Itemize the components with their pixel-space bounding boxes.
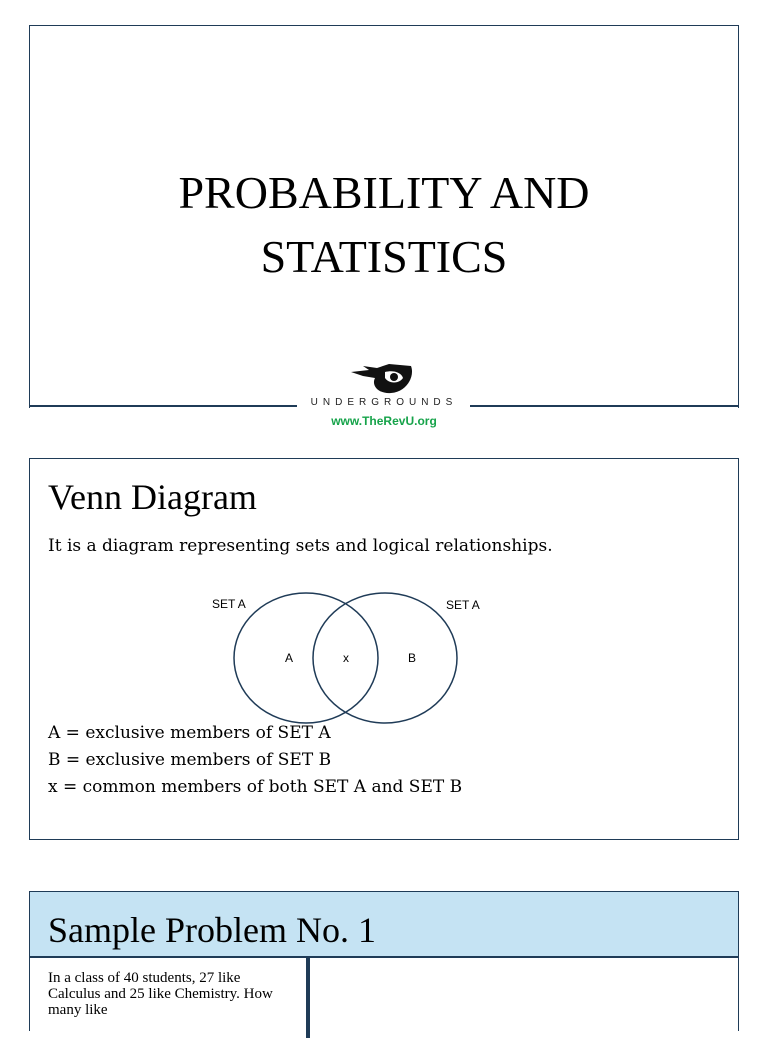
venn-legend (48, 720, 462, 801)
title-line-2: STATISTICS (260, 231, 508, 282)
legend-symbol: B (48, 750, 61, 770)
right-set-circle (313, 593, 457, 723)
sample-problem-slide (29, 891, 739, 1031)
legend-text: = exclusive members of SET A (60, 723, 331, 743)
right-set-label: SET A (446, 598, 480, 612)
slide-heading: Venn Diagram (48, 477, 257, 517)
legend-row-a (48, 720, 462, 747)
legend-symbol: x (48, 777, 58, 797)
title-slide (29, 25, 739, 408)
legend-row-x (48, 774, 462, 801)
legend-symbol: A (48, 723, 61, 743)
legend-row-b (48, 747, 462, 774)
underground-logo-icon (349, 362, 415, 396)
left-set-label: SET A (212, 597, 246, 611)
region-b-label: B (408, 651, 417, 665)
title-line-1: PROBABILITY AND (178, 167, 590, 218)
region-a-label: A (285, 651, 294, 665)
venn-diagram-slide (29, 458, 739, 840)
problem-text: In a class of 40 students, 27 like Calculus and 25 like Chemistry. How many like (48, 970, 273, 1018)
legend-text: = exclusive members of SET B (60, 750, 332, 770)
slide-heading: Sample Problem No. 1 (48, 910, 376, 950)
logo-wordmark: UNDERGROUNDS (310, 397, 458, 408)
column-divider (306, 958, 310, 1038)
region-x-label: x (343, 651, 349, 665)
slide-title (30, 161, 738, 289)
slide-description: It is a diagram representing sets and logical relationships. (48, 536, 553, 556)
slide-bottom-border-left (29, 405, 297, 407)
website-url[interactable]: www.TheRevU.org (331, 414, 437, 428)
slide-bottom-border-right (470, 405, 739, 407)
left-set-circle (234, 593, 378, 723)
legend-text: = common members of both SET A and SET B (57, 777, 463, 797)
